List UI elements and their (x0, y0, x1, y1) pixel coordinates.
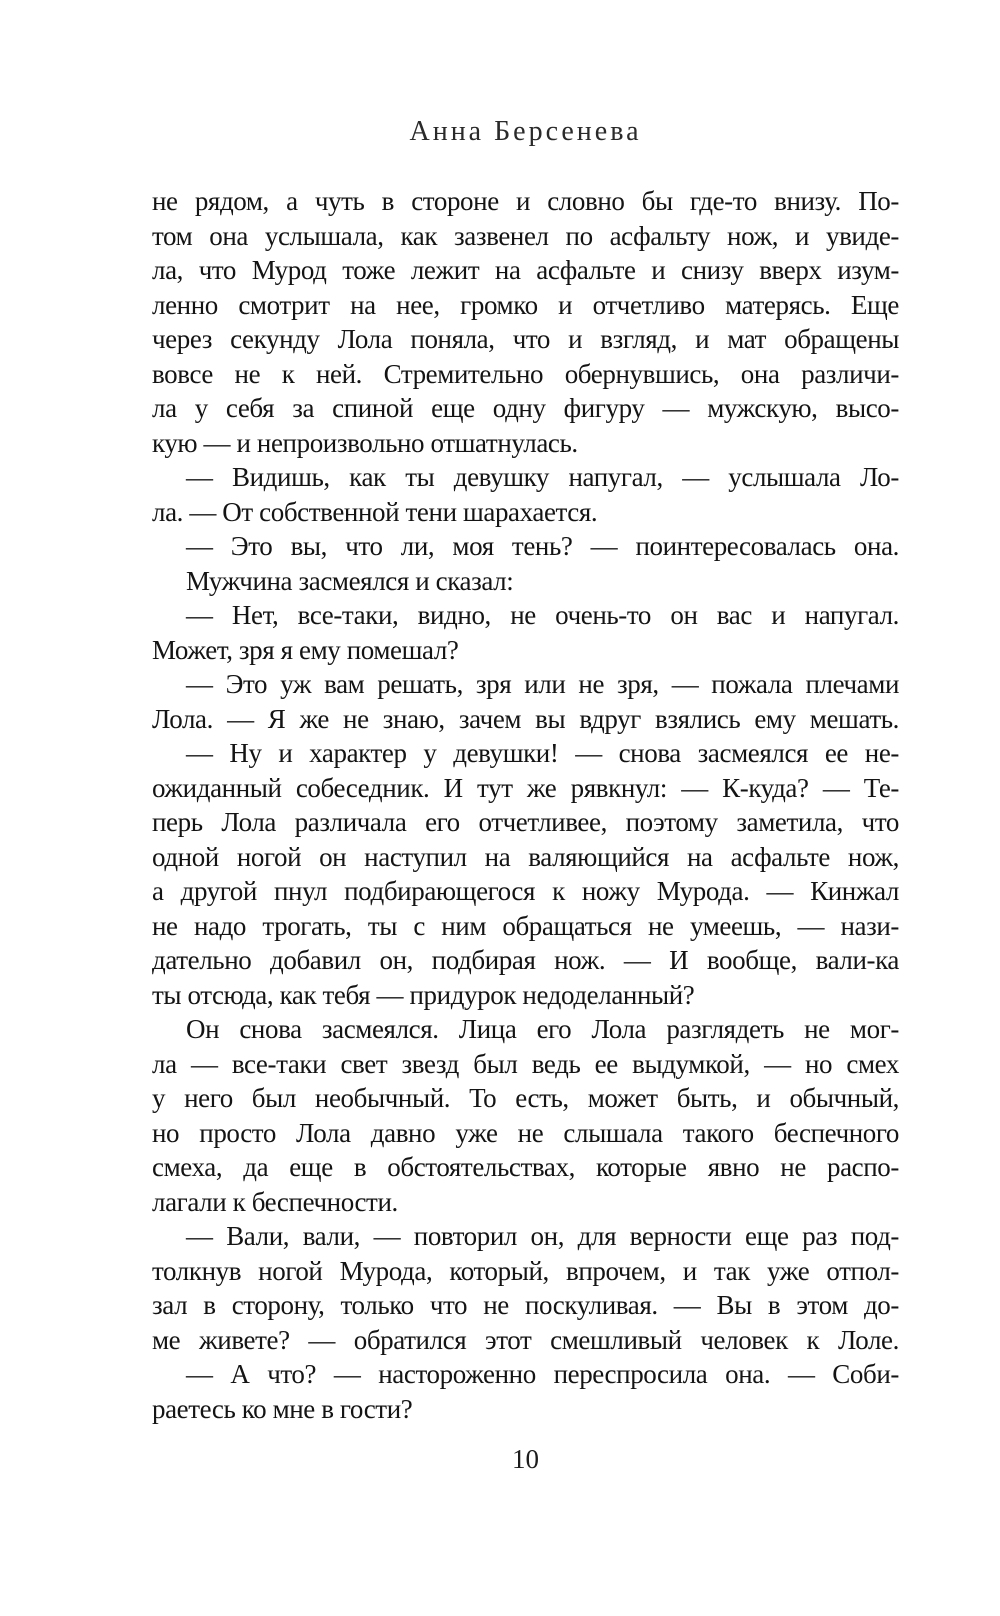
text-line: ла, что Мурод тоже лежит на асфальте и снизу вверх изум- (152, 255, 899, 285)
text-line: — Видишь, как ты девушку напугал, — услышала Ло- (186, 462, 899, 492)
text-line: ленно смотрит на нее, громко и отчетливо матерясь. Еще (152, 289, 899, 320)
text-line: ла у себя за спиной еще одну фигуру — мужскую, высо- (152, 393, 899, 423)
body-text (152, 184, 899, 1426)
text-line: одной ногой он наступил на валяющийся на асфальте нож, (152, 841, 899, 872)
text-line: ла — все-таки свет звезд был ведь ее выдумкой, — но смех (152, 1048, 899, 1079)
text-line: ме живете? — обратился этот смешливый человек к Лоле. (152, 1324, 899, 1355)
text-line: толкнув ногой Мурода, который, впрочем, и так уже отпол- (152, 1255, 899, 1286)
text-line: вовсе не к ней. Стремительно обернувшись, она различи- (152, 358, 899, 389)
text-line: а другой пнул подбирающегося к ножу Мурода. — Кинжал (152, 876, 899, 906)
text-line: перь Лола различала его отчетливее, поэтому заметила, что (152, 807, 899, 837)
text-line: лагали к беспечности. (152, 1186, 398, 1217)
text-line: Лола. — Я же не знаю, зачем вы вдруг взялись ему мешать. (152, 703, 899, 734)
text-line: — Это вы, что ли, моя тень? — поинтересовалась она. (186, 531, 899, 561)
text-line: зал в сторону, только что не поскуливая. — Вы в этом до- (152, 1290, 899, 1320)
text-line: не надо трогать, ты с ним обращаться не умеешь, — нази- (152, 910, 899, 941)
text-line: — А что? — настороженно переспросила она. — Соби- (186, 1359, 899, 1389)
text-line: смеха, да еще в обстоятельствах, которые явно не распо- (152, 1152, 899, 1182)
text-line: у него был необычный. То есть, может быть, и обычный, (152, 1083, 899, 1113)
text-line: ожиданный собеседник. И тут же рявкнул: — К-куда? — Те- (152, 772, 899, 803)
text-line: через секунду Лола поняла, что и взгляд, и мат обращены (152, 324, 899, 354)
text-line: Мужчина засмеялся и сказал: (186, 565, 514, 596)
text-line: том она услышала, как зазвенел по асфальту нож, и увиде- (152, 220, 899, 251)
running-header-author: Анна Берсенева (409, 116, 642, 147)
text-line: дательно добавил он, подбирая нож. — И вообще, вали-ка (152, 945, 899, 975)
text-line: — Нет, все-таки, видно, не очень-то он вас и напугал. (186, 600, 899, 630)
text-line: не рядом, а чуть в стороне и словно бы где-то внизу. По- (152, 186, 899, 216)
text-line: кую — и непроизвольно отшатнулась. (152, 427, 578, 458)
text-line: — Это уж вам решать, зря или не зря, — пожала плечами (186, 669, 899, 699)
text-line: ла. — От собственной тени шарахается. (152, 496, 598, 527)
text-line: — Вали, вали, — повторил он, для верности еще раз под- (186, 1221, 899, 1251)
text-line: — Ну и характер у девушки! — снова засмеялся ее не- (186, 738, 899, 768)
text-line: но просто Лола давно уже не слышала такого беспечного (152, 1117, 899, 1148)
text-line: ты отсюда, как тебя — придурок недоделанный? (152, 979, 695, 1010)
text-line: Он снова засмеялся. Лица его Лола разглядеть не мог- (186, 1014, 899, 1044)
page-number: 10 (512, 1444, 539, 1474)
text-line: раетесь ко мне в гости? (152, 1393, 413, 1424)
text-line: Может, зря я ему помешал? (152, 634, 459, 665)
